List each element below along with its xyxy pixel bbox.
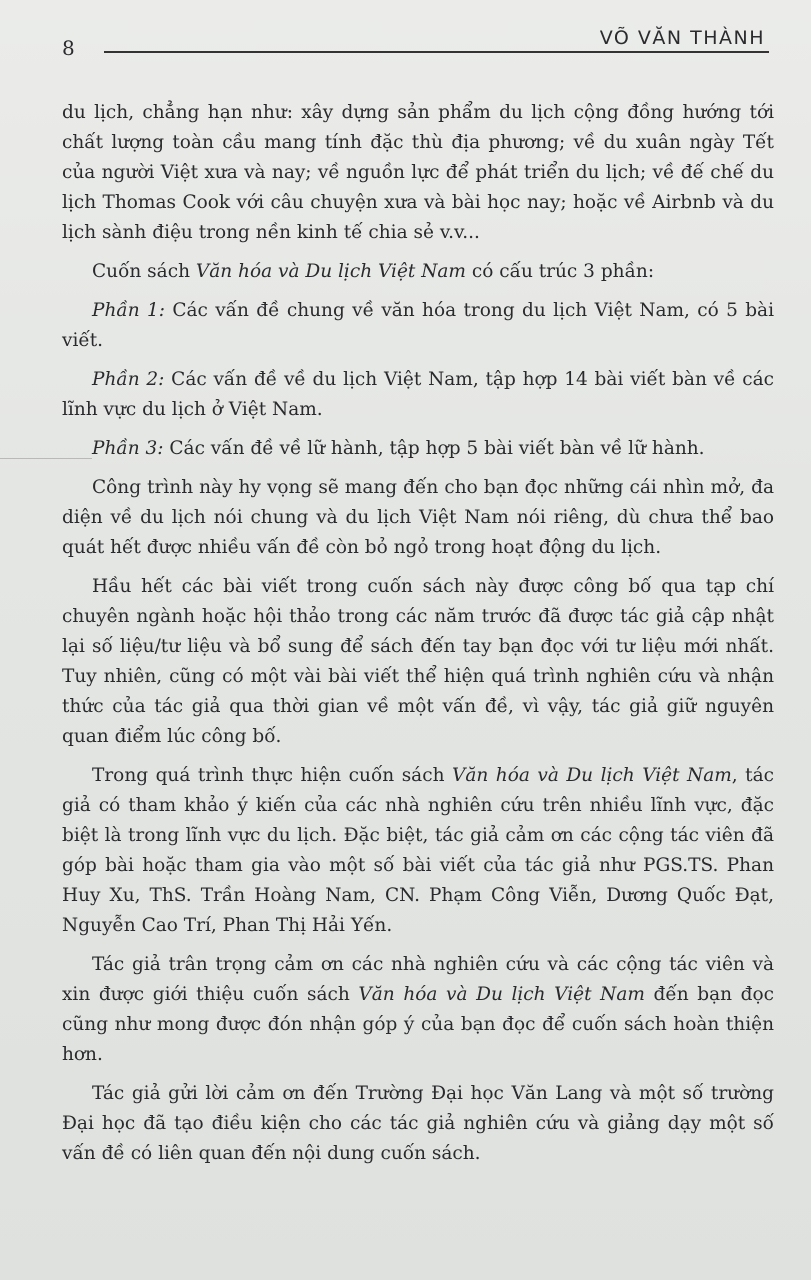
part-label-italic: Phần 3: [92,438,164,459]
paragraph-lead-text: Cuốn sách [92,261,196,282]
paragraph-thanks-university: Tác giả gửi lời cảm ơn đến Trường Đại học Văn Lang và một số trường Đại học đã tạo điều kiện cho các tác giả nghiên cứu và giảng dạy một số vấn đề có liên quan đến nội dung cuốn sách. [62,1083,774,1164]
book-title-italic: Văn hóa và Du lịch Việt Nam [452,765,732,786]
paragraph-articles-published: Hầu hết các bài viết trong cuốn sách này được công bố qua tạp chí chuyên ngành hoặc hội thảo trong các năm trước đã được tác giả cập nhật lại số liệu/tư liệu và bổ sung để sách đến tay bạn đọc với tư liệu mới nhất. Tuy nhiên, cũng có một vài bài viết thể hiện quá trình nghiên cứu và nhận thức của tác giả qua thời gian về một vấn đề, vì vậy, tác giả giữ nguyên quan điểm lúc công bố. [62,576,774,747]
paragraph-part-2 [62,365,774,425]
paragraph-rest-text: Các vấn đề chung về văn hóa trong du lịch Việt Nam, có 5 bài viết. [62,300,774,351]
paragraph-rest-text: có cấu trúc 3 phần: [465,261,655,282]
body-text [62,98,774,1178]
paragraph-lead-text: Trong quá trình thực hiện cuốn sách [92,765,452,786]
paragraph-acknowledgement-contributors [62,761,774,941]
book-title-italic: Văn hóa và Du lịch Việt Nam [195,261,466,282]
paragraph-part-1 [62,296,774,356]
paragraph-thanks-researchers [62,950,774,1070]
header-rule [104,51,769,53]
paragraph-book-structure [62,257,774,287]
book-title-italic: Văn hóa và Du lịch Việt Nam [358,984,645,1005]
paragraph-rest-text: Các vấn đề về du lịch Việt Nam, tập hợp 14 bài viết bàn về các lĩnh vực du lịch ở Việt Nam. [62,369,774,420]
running-head-author: VÕ VĂN THÀNH [599,27,765,49]
page-number: 8 [62,36,75,60]
paragraph-lead-text: Tác giả trân trọng cảm ơn các nhà nghiên cứu và các cộng tác viên và xin được giới thiệu cuốn sách [62,954,774,1005]
part-label-italic: Phần 1: [92,300,165,321]
paragraph-part-3 [62,434,774,464]
paragraph-rest-text: đến bạn đọc cũng như mong được đón nhận góp ý của bạn đọc để cuốn sách hoàn thiện hơn. [62,984,774,1065]
paragraph-continuation: du lịch, chẳng hạn như: xây dựng sản phẩm du lịch cộng đồng hướng tới chất lượng toàn cầu mang tính đặc thù địa phương; về du xuân ngày Tết của người Việt xưa và nay; về nguồn lực để phát triển du lịch; về đế chế du lịch Thomas Cook với câu chuyện xưa và bài học nay; hoặc về Airbnb và du lịch sành điệu trong nền kinh tế chia sẻ v.v... [62,102,774,243]
paragraph-hope: Công trình này hy vọng sẽ mang đến cho bạn đọc những cái nhìn mở, đa diện về du lịch nói chung và du lịch Việt Nam nói riêng, dù chưa thể bao quát hết được nhiều vấn đề còn bỏ ngỏ trong hoạt động du lịch. [62,477,774,558]
part-label-italic: Phần 2: [92,369,165,390]
paragraph-rest-text: Các vấn đề về lữ hành, tập hợp 5 bài viết bàn về lữ hành. [163,438,705,459]
paragraph-rest-text: , tác giả có tham khảo ý kiến của các nhà nghiên cứu trên nhiều lĩnh vực, đặc biệt là trong lĩnh vực du lịch. Đặc biệt, tác giả cảm ơn các cộng tác viên đã góp bài hoặc tham gia vào một số bài viết của tác giả như PGS.TS. Phan Huy Xu, ThS. Trần Hoàng Nam, CN. Phạm Công Viễn, Dương Quốc Đạt, Nguyễn Cao Trí, Phan Thị Hải Yến. [62,765,774,936]
